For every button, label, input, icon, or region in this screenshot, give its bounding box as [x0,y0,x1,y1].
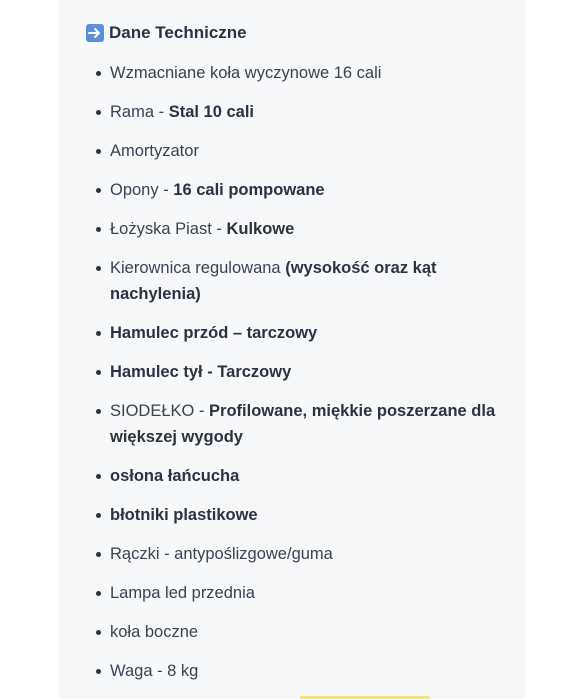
spec-item [96,320,506,346]
spec-label: koła boczne [110,623,199,641]
bullet [96,630,101,635]
spec-item [96,255,506,307]
spec-item: Rama - Stal 10 cali [96,99,506,125]
bullet [96,370,101,375]
section-title: Dane Techniczne [109,23,247,42]
spec-item: SIODEŁKO - Profilowane, miękkie poszerzane dla większej wygody [96,398,506,450]
spec-item [96,580,506,606]
spec-label: Łożyska Piast [110,220,212,238]
bullet [96,149,101,154]
spec-label: Amortyzator [110,142,199,160]
spec-item [96,541,506,567]
bullet [96,188,101,193]
bullet [96,266,101,271]
bullet [96,227,101,232]
spec-value: Profilowane, miękkie poszerzane dla większej wygody [110,402,496,446]
spec-value: (wysokość oraz kąt nachylenia) [110,259,437,303]
spec-value: błotniki plastikowe [110,506,258,524]
bullet [96,409,101,414]
spec-item [96,463,506,489]
spec-label: SIODEŁKO [110,402,195,420]
spec-item [96,359,506,385]
spec-label: Kierownica regulowana [110,259,281,277]
bullet [96,71,101,76]
spec-value: Kulkowe [226,220,295,238]
bullet [96,552,101,557]
bullet [96,669,101,674]
spec-value: Hamulec przód – tarczowy [110,324,318,342]
spec-value: Stal 10 cali [168,103,254,121]
spec-list [96,60,506,697]
spec-item [96,60,506,86]
spec-item [96,619,506,645]
spec-value: 16 cali pompowane [173,181,325,199]
bullet [96,513,101,518]
spec-value: Hamulec tył - Tarczowy [110,363,292,381]
spec-label: Rączki - antypoślizgowe/guma [110,545,333,563]
spec-label: Wzmacniane koła wyczynowe 16 cali [110,64,382,82]
spec-item [96,138,506,164]
spec-label: Opony [110,181,159,199]
spec-item [96,658,506,684]
spec-item [96,502,506,528]
spec-label: Lampa led przednia [110,584,255,602]
spec-label: Waga - 8 kg [110,662,199,680]
spec-item: Łożyska Piast - Kulkowe [96,216,506,242]
spec-item: Opony - 16 cali pompowane [96,177,506,203]
bullet [96,474,101,479]
right-arrow-icon [86,24,104,42]
bullet [96,110,101,115]
bullet [96,331,101,336]
section-header [86,23,247,43]
spec-label: Rama [110,103,155,121]
spec-value: osłona łańcucha [110,467,240,485]
bullet [96,591,101,596]
